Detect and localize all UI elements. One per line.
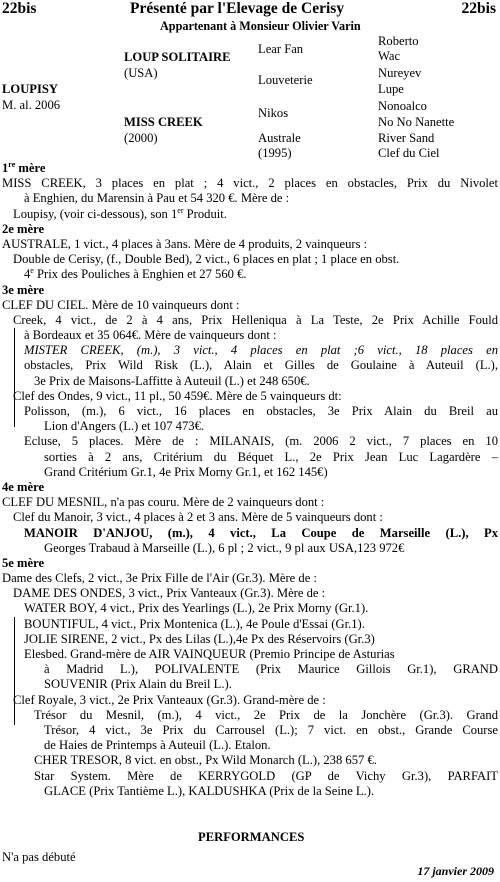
text-line: Polisson, (m.), 6 vict., 16 places en obstacles, 3e Prix Alain du Breil au	[24, 404, 498, 418]
sire-name: LOUP SOLITAIRE	[124, 50, 231, 64]
pedigree-gen3: Roberto	[378, 34, 419, 48]
text-line: AUSTRALE, 1 vict., 4 places à 3ans. Mère de 4 produits, 2 vainqueurs :	[2, 236, 368, 251]
text-line: MISTER CREEK, (m.), 3 vict., 4 places en plat ;6 vict., 18 places en	[24, 343, 498, 358]
owner-line: Appartenant à Monsieur Olivier Varin	[160, 19, 361, 33]
text-line: à Enghien, du Marensin à Pau et 54 320 €. Mère de :	[24, 191, 290, 206]
indent-bracket	[14, 328, 15, 427]
dam-year: (2000)	[124, 131, 158, 145]
text-line: sorties à 2 ans, Critérium du Béquet L., 2e Prix Jean Luc Lagardère –	[44, 449, 498, 464]
section-title-4th-dam: 4e mère	[2, 479, 45, 494]
text-line: SOUVENIR (Prix Alain du Breil L.).	[44, 677, 232, 692]
text-line: CLEF DU CIEL. Mère de 10 vainqueurs dont :	[2, 297, 240, 312]
text-line: MANOIR D'ANJOU, (m.), 4 vict., La Coupe de Marseille (L.), Px	[24, 525, 498, 540]
text-line: Elesbed. Grand-mère de AIR VAINQUEUR (Premio Principe de Asturias	[24, 647, 395, 661]
text-line: Trésor, 4 vict., 3e Prix du Carrousel (L.); 7 vict. en obst., Grande Course	[44, 722, 498, 737]
text-line: Dame des Clefs, 2 vict., 3e Prix Fille de l'Air (Gr.3). Mère de :	[2, 571, 317, 586]
text-line: JOLIE SIRENE, 2 vict., Px des Lilas (L.),4e Px des Réservoirs (Gr.3)	[24, 631, 375, 646]
lot-number-right: 22bis	[461, 0, 496, 17]
horse-details: M. al. 2006	[2, 98, 61, 112]
pedigree-gen2: Nikos	[258, 106, 289, 120]
pedigree-gen3: No No Nanette	[378, 115, 455, 129]
section-title-3rd-dam: 3e mère	[2, 282, 45, 297]
text-line: Lion d'Angers (L.) et 107 473€.	[44, 419, 205, 434]
text-line: Trésor du Mesnil, (m.), 4 vict., 2e Prix de la Jonchère (Gr.3). Grand	[34, 707, 498, 722]
text-line: Clef Royale, 3 vict., 2e Prix Vanteaux (Gr.3). Grand-mère de :	[13, 692, 326, 707]
text-line: Double de Cerisy, (f., Double Bed), 2 vict., 6 places en plat ; 1 place en obst.	[13, 252, 400, 267]
text-line: Clef des Ondes, 9 vict., 11 pl., 50 459€. Mère de 5 vainqueurs dt:	[13, 388, 342, 403]
text-line: 4e Prix des Pouliches à Enghien et 27 560 €.	[24, 266, 247, 282]
pedigree-gen2: Australe	[258, 131, 301, 145]
text-line: 3e Prix de Maisons-Laffitte à Auteuil (L.) et 248 650€.	[34, 373, 310, 388]
text-line: Georges Trabaud à Marseille (L.), 6 pl ; 2 vict., 9 pl aux USA,123 972€	[44, 540, 405, 555]
pedigree-gen2: Louveterie	[258, 73, 313, 87]
performances-title: PERFORMANCES	[198, 830, 305, 844]
text-line: Clef du Manoir, 3 vict., 4 places à 2 et 3 ans. Mère de 5 vainqueurs dont :	[13, 510, 383, 525]
pedigree-gen2: (1995)	[258, 146, 292, 160]
text-line: obstacles, Prix Wild Risk (L.), Alain et Gilles de Goulaine à Auteuil (L.),	[24, 358, 498, 373]
pedigree-gen2: Lear Fan	[258, 42, 304, 56]
sire-origin: (USA)	[124, 66, 158, 80]
pedigree-gen3: Nureyev	[378, 66, 422, 80]
text-line: Loupisy, (voir ci-dessous), son 1er Produit.	[13, 205, 227, 221]
text-line: CHER TRESOR, 8 vict. en obst., Px Wild Monarch (L.), 238 657 €.	[34, 753, 377, 768]
page-title: Présenté par l'Elevage de Cerisy	[130, 0, 345, 17]
pedigree-gen3: River Sand	[378, 131, 435, 145]
text-line: DAME DES ONDES, 3 vict., Prix Vanteaux (Gr.3). Mère de :	[13, 586, 326, 601]
pedigree-gen3: Clef du Ciel	[378, 146, 440, 160]
horse-name: LOUPISY	[2, 82, 58, 96]
text-line: à Bordeaux et 35 064€. Mère de vainqueurs dont :	[24, 328, 277, 343]
text-line: Star System. Mère de KERRYGOLD (GP de Vichy Gr.3), PARFAIT	[34, 768, 498, 783]
pedigree-gen3: Wac	[378, 49, 401, 63]
text-line: BOUNTIFUL, 4 vict., Prix Montenica (L.), 4e Poule d'Essai (Gr.1).	[24, 616, 365, 631]
text-line: à Madrid L.), POLIVALENTE (Prix Maurice Gillois Gr.1), GRAND	[44, 662, 498, 677]
text-line: GLACE (Prix Tantième L.), KALDUSHKA (Prix de la Seine L.).	[44, 783, 375, 798]
date: 17 janvier 2009	[417, 864, 494, 878]
text-line: Grand Critérium Gr.1, 4e Prix Morny Gr.1, et 162 145€)	[44, 464, 328, 479]
text-line: CLEF DU MESNIL, n'a pas couru. Mère de 2 vainqueurs dont :	[2, 495, 325, 510]
text-line: Ecluse, 5 places. Mère de : MILANAIS, (m. 2006 2 vict., 7 places en 10	[24, 434, 498, 449]
performances-text: N'a pas débuté	[2, 850, 76, 864]
pedigree-gen3: Lupe	[378, 82, 404, 96]
dam-name: MISS CREEK	[124, 115, 203, 129]
dam-line-body	[2, 161, 498, 799]
text-line: Creek, 4 vict., de 2 à 4 ans, Prix Helleniqua à La Teste, 2e Prix Achille Fould	[13, 312, 498, 327]
section-title-2nd-dam: 2e mère	[2, 221, 45, 236]
text-line: MISS CREEK, 3 places en plat ; 4 vict., 2 places en obstacles, Prix du Nivolet	[2, 176, 498, 191]
text-line: WATER BOY, 4 vict., Prix des Yearlings (L.), 2e Prix Morny (Gr.1).	[24, 601, 369, 616]
lot-number-left: 22bis	[2, 0, 37, 17]
section-title-1st-dam: 1re mère	[2, 159, 46, 175]
text-line: de Haies de Printemps à Auteuil (L.). Etalon.	[44, 738, 271, 753]
section-title-5th-dam: 5e mère	[2, 555, 45, 570]
pedigree-gen3: Nonoalco	[378, 99, 427, 113]
indent-bracket	[14, 617, 15, 725]
